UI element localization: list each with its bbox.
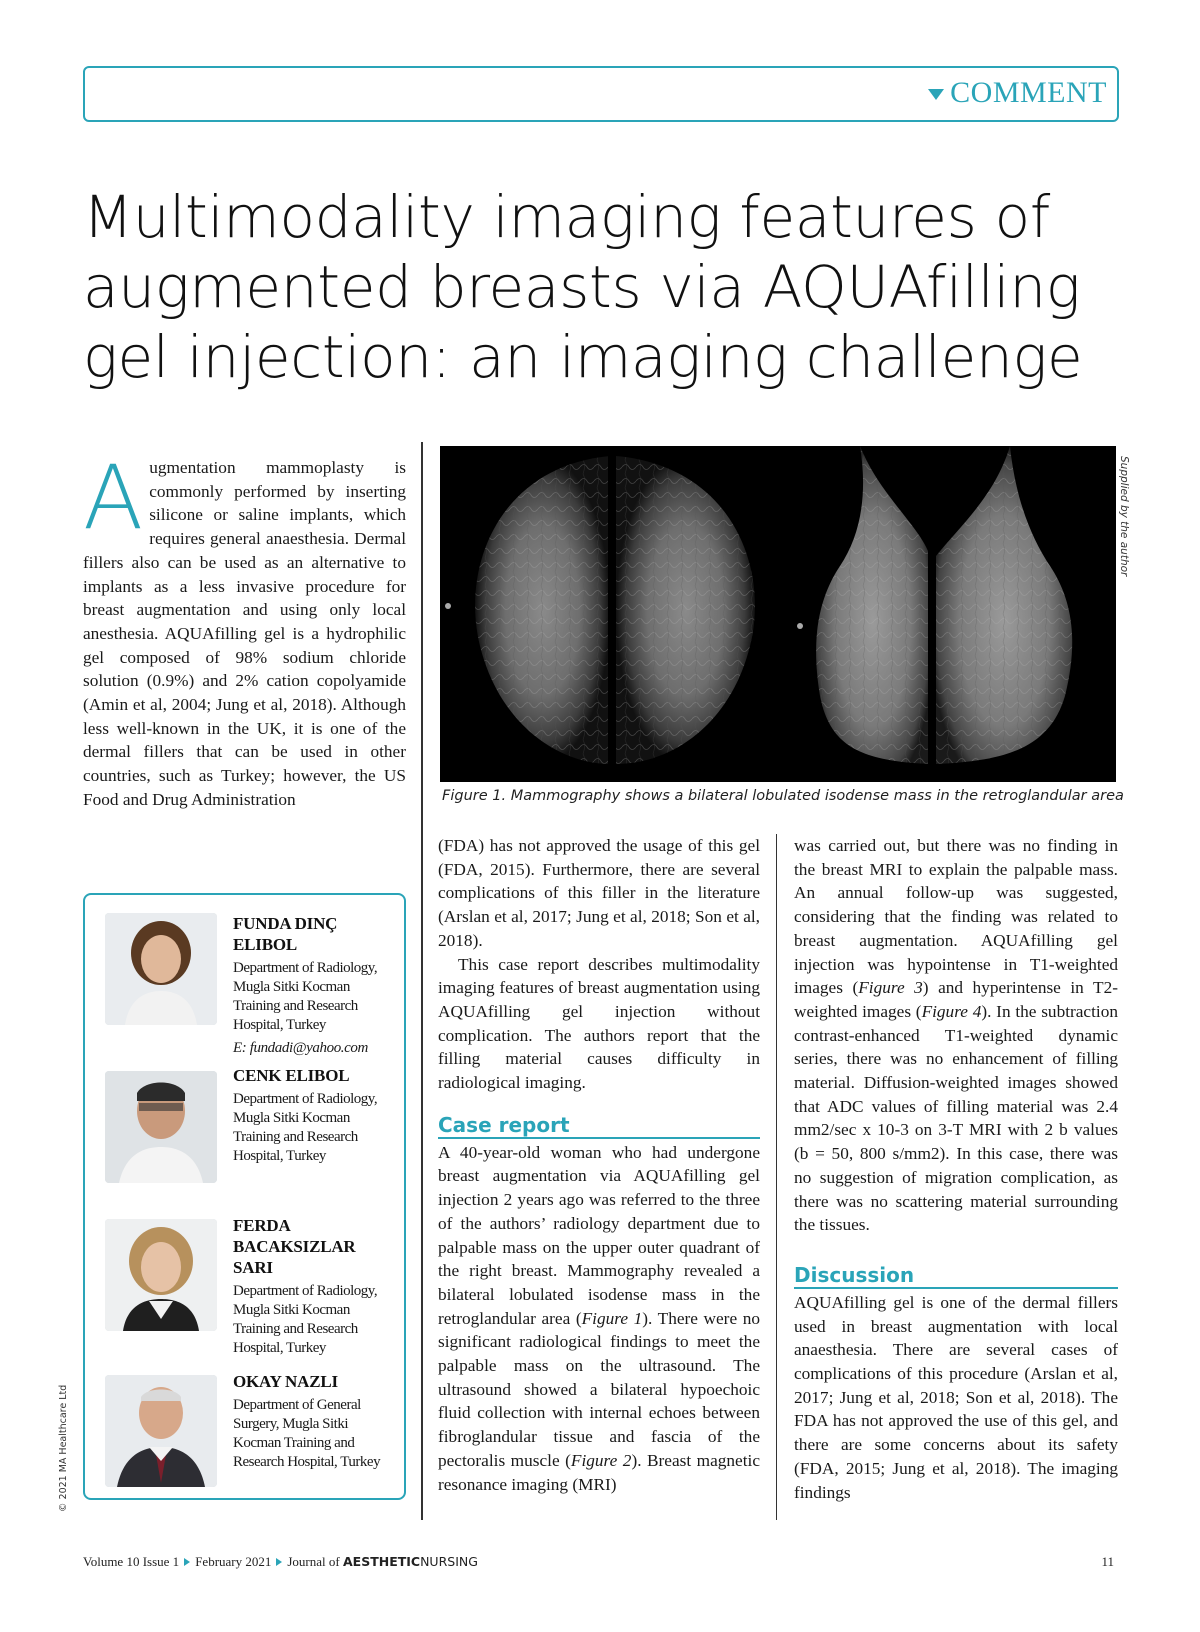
column-divider [421,442,423,1520]
paragraph: This case report describes multimodality imaging features of breast augmentation using AQUAfilling gel injection without complication. The authors report that the filling material causes difficulty in radiological imaging. [438,954,760,1093]
drop-cap: A [83,446,144,549]
column-2 [438,834,760,1496]
mammography-figure [440,446,1116,782]
journal-prefix: Journal of [287,1554,340,1569]
author-photo [105,1219,217,1331]
author-affiliation: Department of Radiology, Mugla Sitki Kocman Training and Research Hospital, Turkey [233,960,378,1033]
intro-text: ugmentation mammoplasty is commonly performed by inserting silicone or saline implants, which requires general anaesthesia. Dermal fillers also can be used as an alternative to implants as a less invasive procedure for breast augmentation and using only local anesthesia. AQUAfilling gel is a hydrophilic gel composed of 98% sodium chloride solution (0.9%) and 2% cation copolyamide (Amin et al, 2004; Jung et al, 2018). Although less well-known in the UK, it is one of the dermal fillers that can be used in other countries, such as Turkey; however, the US Food and Drug Administration [83,458,406,809]
triangle-down-icon [928,89,944,100]
intro-column [83,446,406,812]
journal-name-bold: AESTHETIC [342,1554,421,1569]
author-info [233,1215,398,1358]
discussion-heading: Discussion [794,1263,1118,1289]
author-photo [105,913,217,1025]
page-footer [83,1554,478,1570]
author-photo [105,1071,217,1183]
paragraph [794,834,1118,1237]
column-divider-2 [776,834,777,1520]
text-run: ). In the subtraction contrast-enhanced T1-weighted dynamic series, there was no enhancement of filling material. Diffusion-weighted images showed that ADC values of filling material was 2.4 mm2/sec x 10-3 on 3-T MRI with 2 b values (b = 50, 800 s/mm2). In this case, there was no suggestion of migration complication, as there was no scattering material surrounding the tissues. [794,1001,1118,1235]
image-credit: Supplied by the author [1118,456,1130,577]
section-label-text: COMMENT [950,76,1107,109]
footer-volume: Volume 10 Issue 1 [83,1554,180,1569]
text-run: ). Breast magnetic resonance imaging (MRI) [438,1450,761,1494]
author-photo [105,1375,217,1487]
author-info [233,1065,398,1166]
author-name: FUNDA DINÇ ELIBOL [233,914,338,954]
case-report-heading: Case report [438,1113,760,1139]
triangle-right-icon [184,1558,190,1566]
author-affiliation: Department of Radiology, Mugla Sitki Kocman Training and Research Hospital, Turkey [233,1283,378,1356]
text-run: A 40-year-old woman who had undergone breast augmentation via AQUAfilling gel injection 2 years ago was referred to the three of the authors’ radiology department due to palpable mass on the upper outer quadrant of the right breast. Mammography revealed a bilateral lobulated isodense mass in the retroglandular area ( [438,1142,760,1328]
text-run: was carried out, but there was no finding in the breast MRI to explain the palpable mass. An annual follow-up was suggested, considering that the finding was related to breast augmentation. AQUAfilling gel injection was hypointense in T1-weighted images ( [794,836,1118,998]
column-3 [794,834,1118,1504]
authors-box [83,893,406,1500]
text-run: ). There were no significant radiological findings to meet the palpable mass on the ultrasound. The ultrasound showed a bilateral hypoechoic fluid collection with internal echoes between fibroglandular tissue and fascia of the pectoralis muscle ( [438,1308,760,1470]
copyright-notice: © 2021 MA Healthcare Ltd [58,1384,69,1512]
article-title: Multimodality imaging features of augmented breasts via AQUAfilling gel injection: an imaging challenge [83,183,1083,391]
journal-name-suffix: NURSING [420,1554,478,1569]
author-name: CENK ELIBOL [233,1066,350,1085]
author-email[interactable]: E: fundadi@yahoo.com [233,1040,368,1056]
author-name: FERDA BACAKSIZLAR SARI [233,1216,356,1277]
author-name: OKAY NAZLI [233,1372,338,1391]
page-number: 11 [1101,1554,1114,1569]
author-affiliation: Department of General Surgery, Mugla Sitki Kocman Training and Research Hospital, Turkey [233,1397,381,1470]
figure-ref: Figure 2 [570,1450,632,1470]
triangle-right-icon [276,1558,282,1566]
paragraph: AQUAfilling gel is one of the dermal fillers used in breast augmentation with local anaesthesia. There are several cases of complications of this procedure (Arslan et al, 2017; Jung et al, 2018; Son et al, 2018). The FDA has not approved the use of this gel, and there are some concerns about its safety (FDA, 2015; Jung et al, 2018). The imaging findings [794,1292,1118,1502]
paragraph [438,1141,760,1497]
figure-ref: Figure 4 [921,1001,982,1021]
author-info [233,913,398,1058]
section-label [928,76,1107,110]
author-affiliation: Department of Radiology, Mugla Sitki Kocman Training and Research Hospital, Turkey [233,1091,378,1164]
figure-ref: Figure 3 [858,978,923,998]
text-run: ) and hyperintense in T2-weighted images ( [794,978,1118,1021]
paragraph: (FDA) has not approved the usage of this gel (FDA, 2015). Furthermore, there are several complications of this filler in the literature (Arslan et al, 2017; Jung et al, 2018; Son et al, 2018). [438,836,760,950]
footer-journal [287,1554,478,1570]
section-header-bar [83,66,1119,122]
author-info [233,1371,398,1472]
figure-caption: Figure 1. Mammography shows a bilateral lobulated isodense mass in the retroglandular area [442,788,1124,804]
footer-date: February 2021 [195,1554,272,1569]
figure-ref: Figure 1 [581,1308,643,1328]
